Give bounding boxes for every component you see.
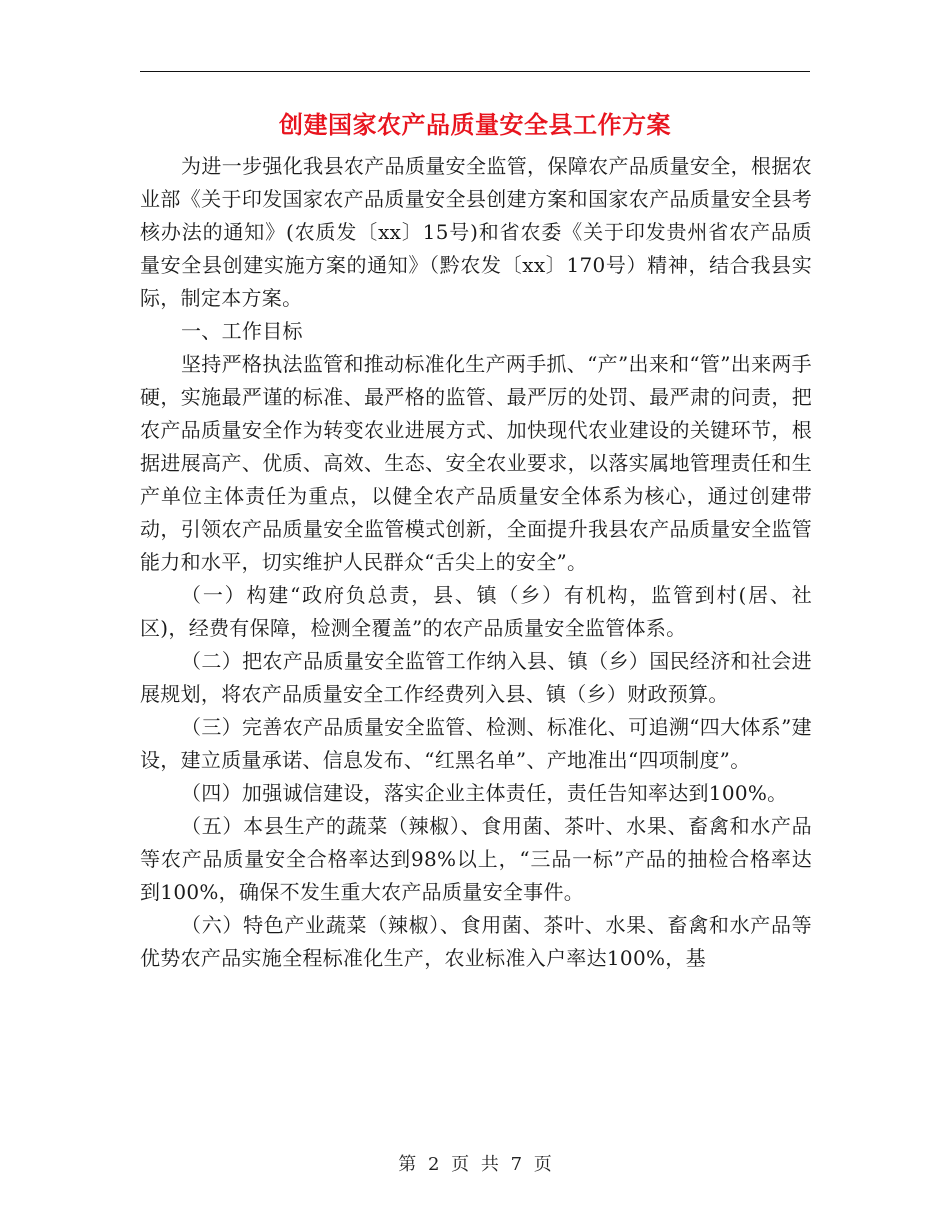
paragraph-item-5: （五）本县生产的蔬菜（辣椒）、食用菌、茶叶、水果、畜禽和水产品等农产品质量安全合格率达到98%以上，“三品一标”产品的抽检合格率达到100%，确保不发生重大农产品质量安全事件。 [140,814,812,904]
paragraph-item-6: （六）特色产业蔬菜（辣椒）、食用菌、茶叶、水果、畜禽和水产品等优势农产品实施全程标准化生产，农业标准入户率达100%，基 [140,913,812,970]
page-footer: 第 2 页 共 7 页 [398,1154,552,1175]
document-title: 创建国家农产品质量安全县工作方案 [279,110,671,139]
paragraph-intro: 为进一步强化我县农产品质量安全监管，保障农产品质量安全，根据农业部《关于印发国家农产品质量安全县创建方案和国家农产品质量安全县考核办法的通知》(农质发〔xx〕15号)和省农委《关于印发贵州省农产品质量安全县创建实施方案的通知》（黔农发〔xx〕170号）精神，结合我县实际，制定本方案。 [140,154,812,310]
paragraph-item-1: （一）构建“政府负总责，县、镇（乡）有机构，监管到村(居、社区)，经费有保障，检测全覆盖”的农产品质量安全监管体系。 [140,583,812,640]
paragraph-item-2: （二）把农产品质量安全监管工作纳入县、镇（乡）国民经济和社会进展规划，将农产品质量安全工作经费列入县、镇（乡）财政预算。 [140,649,812,706]
header-rule [140,71,810,72]
paragraph-item-3: （三）完善农产品质量安全监管、检测、标准化、可追溯“四大体系”建设，建立质量承诺、信息发布、“红黑名单”、产地准出“四项制度”。 [140,715,812,772]
document-body [140,150,812,975]
section-heading-goals: 一、工作目标 [181,319,303,343]
paragraph-item-4: （四）加强诚信建设，落实企业主体责任，责任告知率达到100%。 [181,781,788,805]
paragraph-goals: 坚持严格执法监管和推动标准化生产两手抓、“产”出来和“管”出来两手硬，实施最严谨的标准、最严格的监管、最严厉的处罚、最严肃的问责，把农产品质量安全作为转变农业进展方式、加快现代农业建设的关键环节，根据进展高产、优质、高效、生态、安全农业要求，以落实属地管理责任和生产单位主体责任为重点，以健全农产品质量安全体系为核心，通过创建带动，引领农产品质量安全监管模式创新，全面提升我县农产品质量安全监管能力和水平，切实维护人民群众“舌尖上的安全”。 [140,352,812,574]
